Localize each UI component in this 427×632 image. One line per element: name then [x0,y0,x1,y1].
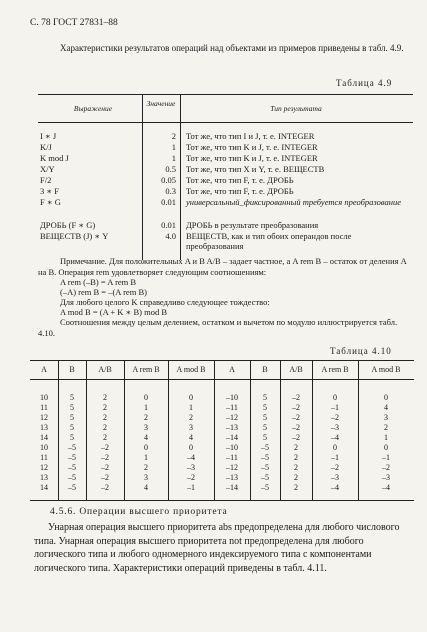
table-cell: –14 [226,433,238,442]
table-cell: 3 [384,413,388,422]
table-cell: 5 [263,393,267,402]
table-cell: 10 [40,443,48,452]
table-cell: 1 [384,433,388,442]
table-cell: K mod J [40,153,69,163]
table-cell: 1 [171,153,176,163]
table-cell: 2 [294,463,298,472]
table-cell: 12 [40,413,48,422]
table-cell: 4 [144,483,148,492]
table-cell: –3 [331,473,339,482]
table-cell: 2 [384,423,388,432]
table-cell: X/Y [40,164,55,174]
table-cell: 5 [263,433,267,442]
section-body: Унарная операция высшего приоритета abs предопределена для любого числового типа. Унарная операция высшего приоритета not предопределена для любого логического типа и любого одномерного индексируемого типа с компонентами логического типа. Характеристики операций приведены в табл. 4.11. [34,522,400,574]
table-rule-bottom [30,500,414,501]
table-cell: –5 [68,463,76,472]
table-cell: –5 [68,453,76,462]
table-cell: –5 [261,443,269,452]
note-text: Примечание. Для положительных A и B A/B – задает частное, а A rem B – остаток от деления A на B. Операция rem удовлетворяет следующим соотношениям: [38,256,407,277]
table-rule-header [30,379,414,380]
table-cell: 2 [294,473,298,482]
table-cell: 4 [384,403,388,412]
table-cell: –3 [331,423,339,432]
table-cell: 13 [40,473,48,482]
table-cell: –4 [331,483,339,492]
table-cell: ДРОБЬ (F ∗ G) [40,220,96,230]
table-cell: 0.5 [165,164,176,174]
table-cell: 14 [40,483,48,492]
intro-paragraph: Характеристики результатов операций над объектами из примеров приведены в табл. 4.9. [60,43,404,53]
table-cell: –12 [226,413,238,422]
table-cell: 1 [189,403,193,412]
table-cell: –1 [187,483,195,492]
table-cell: F ∗ G [40,197,61,207]
table-cell: –2 [292,423,300,432]
table-cell: –2 [292,393,300,402]
table-cell: –12 [226,463,238,472]
note-formula: A rem (–B) = A rem B [60,277,137,287]
table-cell: –5 [68,483,76,492]
table-cell: 12 [40,463,48,472]
table-cell: –4 [187,453,195,462]
table-cell: 2 [189,413,193,422]
table-cell: K/J [40,142,52,152]
table-cell: –2 [187,473,195,482]
table-cell: 14 [40,433,48,442]
table-cell: –5 [261,473,269,482]
table-cell: –11 [226,403,238,412]
table-cell: –4 [382,483,390,492]
table-cell: 5 [263,423,267,432]
note-formula: A mod B = (A + K ∗ B) mod B [60,307,167,317]
table-cell: Тот же, что тип K и J, т. е. INTEGER [186,153,318,163]
table-cell: –2 [331,413,339,422]
table-cell: 0 [189,443,193,452]
note-formula: (–A) rem B = –(A rem B) [60,287,147,297]
table-header-cell: A rem B [132,365,160,374]
table-cell: 5 [70,413,74,422]
table-cell: Тот же, что тип F, т. е. ДРОБЬ [186,175,294,185]
table-rule-top [38,94,413,95]
table-cell: 2 [103,423,107,432]
table-header-cell: A/B [98,365,112,374]
table-cell: –13 [226,473,238,482]
table-header-result-type: Тип результата [270,104,322,113]
table-cell: 3 [144,423,148,432]
note-text: Для любого целого K справедливо следующее тождество: [60,297,270,307]
table-cell: 10 [40,393,48,402]
table-cell: 1 [144,403,148,412]
table-cell: –2 [292,403,300,412]
table-4-9-caption: Таблица 4.9 [336,78,393,88]
table-cell: –5 [68,473,76,482]
table-header-cell: A rem B [321,365,349,374]
table-rule-header [38,122,413,123]
table-cell: 4 [189,433,193,442]
table-cell: 0.05 [161,175,176,185]
table-cell: 0.01 [161,220,176,230]
table-cell: –1 [331,403,339,412]
table-header-cell: A mod B [176,365,206,374]
table-cell: I ∗ J [40,131,57,141]
page-header: С. 78 ГОСТ 27831–88 [30,18,118,28]
table-cell: 0 [144,393,148,402]
table-cell: 2 [294,483,298,492]
table-cell: –5 [261,453,269,462]
section-title: 4.5.6. Операции высшего приоритета [50,507,228,517]
table-cell: –10 [226,443,238,452]
table-cell: F/2 [40,175,52,185]
table-header-value: Значение [146,99,176,108]
table-cell: 5 [263,413,267,422]
table-cell: –1 [331,453,339,462]
table-cell: –13 [226,423,238,432]
table-cell: Тот же, что тип X и Y, т. е. ВЕЩЕСТВ [186,164,325,174]
table-cell: –2 [101,473,109,482]
table-cell: 2 [144,413,148,422]
table-cell: –2 [101,453,109,462]
table-header-cell: A mod B [371,365,401,374]
table-cell: 13 [40,423,48,432]
table-cell: –2 [292,413,300,422]
table-cell: –2 [101,443,109,452]
table-cell: 5 [70,393,74,402]
table-col-divider [142,94,143,260]
table-cell: –5 [68,443,76,452]
table-cell: 2 [103,413,107,422]
table-cell: –5 [261,483,269,492]
table-cell: –2 [331,463,339,472]
table-cell: 5 [70,423,74,432]
table-cell: –4 [331,433,339,442]
table-cell: 4 [144,433,148,442]
table-cell: 0 [384,443,388,452]
table-cell: –14 [226,483,238,492]
table-cell: 5 [263,403,267,412]
table-cell: 0 [384,393,388,402]
table-cell: Тот же, что тип F, т. е. ДРОБЬ [186,186,294,196]
table-cell: 2 [103,433,107,442]
table-cell: 11 [40,453,48,462]
table-cell: –2 [382,463,390,472]
table-cell: 5 [70,403,74,412]
table-cell: 2 [294,443,298,452]
table-cell: 0.01 [161,197,176,207]
table-cell: –2 [101,463,109,472]
table-header-cell: A [229,365,235,374]
table-cell: 5 [70,433,74,442]
table-cell: –2 [292,433,300,442]
table-cell: 4.0 [165,231,176,241]
table-col-divider [180,94,181,260]
table-cell: ВЕЩЕСТВ, как и тип обоих операндов после преобразования [186,231,352,251]
table-cell: 3 ∗ F [40,186,60,196]
table-header-cell: B [69,365,75,374]
table-cell: универсальный_фиксированный требуется преобразование [186,197,401,207]
table-header-cell: A [41,365,47,374]
table-cell: –3 [382,473,390,482]
table-col-divider [358,360,359,500]
table-cell: Тот же, что тип I и J, т. е. INTEGER [186,131,315,141]
table-cell: 0 [333,393,337,402]
table-cell: 0 [189,393,193,402]
table-cell: 2 [144,463,148,472]
table-cell: –3 [187,463,195,472]
note-text: Соотношения между целым делением, остатком и вычетом по модулю иллюстрируется табл. 4.10. [38,317,398,338]
table-cell: –11 [226,453,238,462]
table-cell: 2 [103,403,107,412]
table-cell: 11 [40,403,48,412]
table-cell: ВЕЩЕСТВ (J) ∗ Y [40,231,109,241]
table-cell: 0 [144,443,148,452]
table-cell: 1 [144,453,148,462]
table-header-expression: Выражение [73,104,113,113]
table-4-10-caption: Таблица 4.10 [330,346,392,356]
table-cell: –10 [226,393,238,402]
table-cell: ДРОБЬ в результате преобразования [186,220,319,230]
table-header-cell: A/B [289,365,303,374]
table-cell: –1 [382,453,390,462]
table-header-cell: B [262,365,268,374]
table-cell: –5 [261,463,269,472]
table-cell: 3 [189,423,193,432]
table-cell: 2 [171,131,176,141]
table-cell: 3 [144,473,148,482]
table-cell: Тот же, что тип K и J, т. е. INTEGER [186,142,318,152]
table-cell: –2 [101,483,109,492]
table-cell: 2 [103,393,107,402]
table-cell: 0.3 [165,186,176,196]
table-cell: 1 [171,142,176,152]
table-cell: 2 [294,453,298,462]
table-rule-top [30,360,414,361]
table-cell: 0 [333,443,337,452]
